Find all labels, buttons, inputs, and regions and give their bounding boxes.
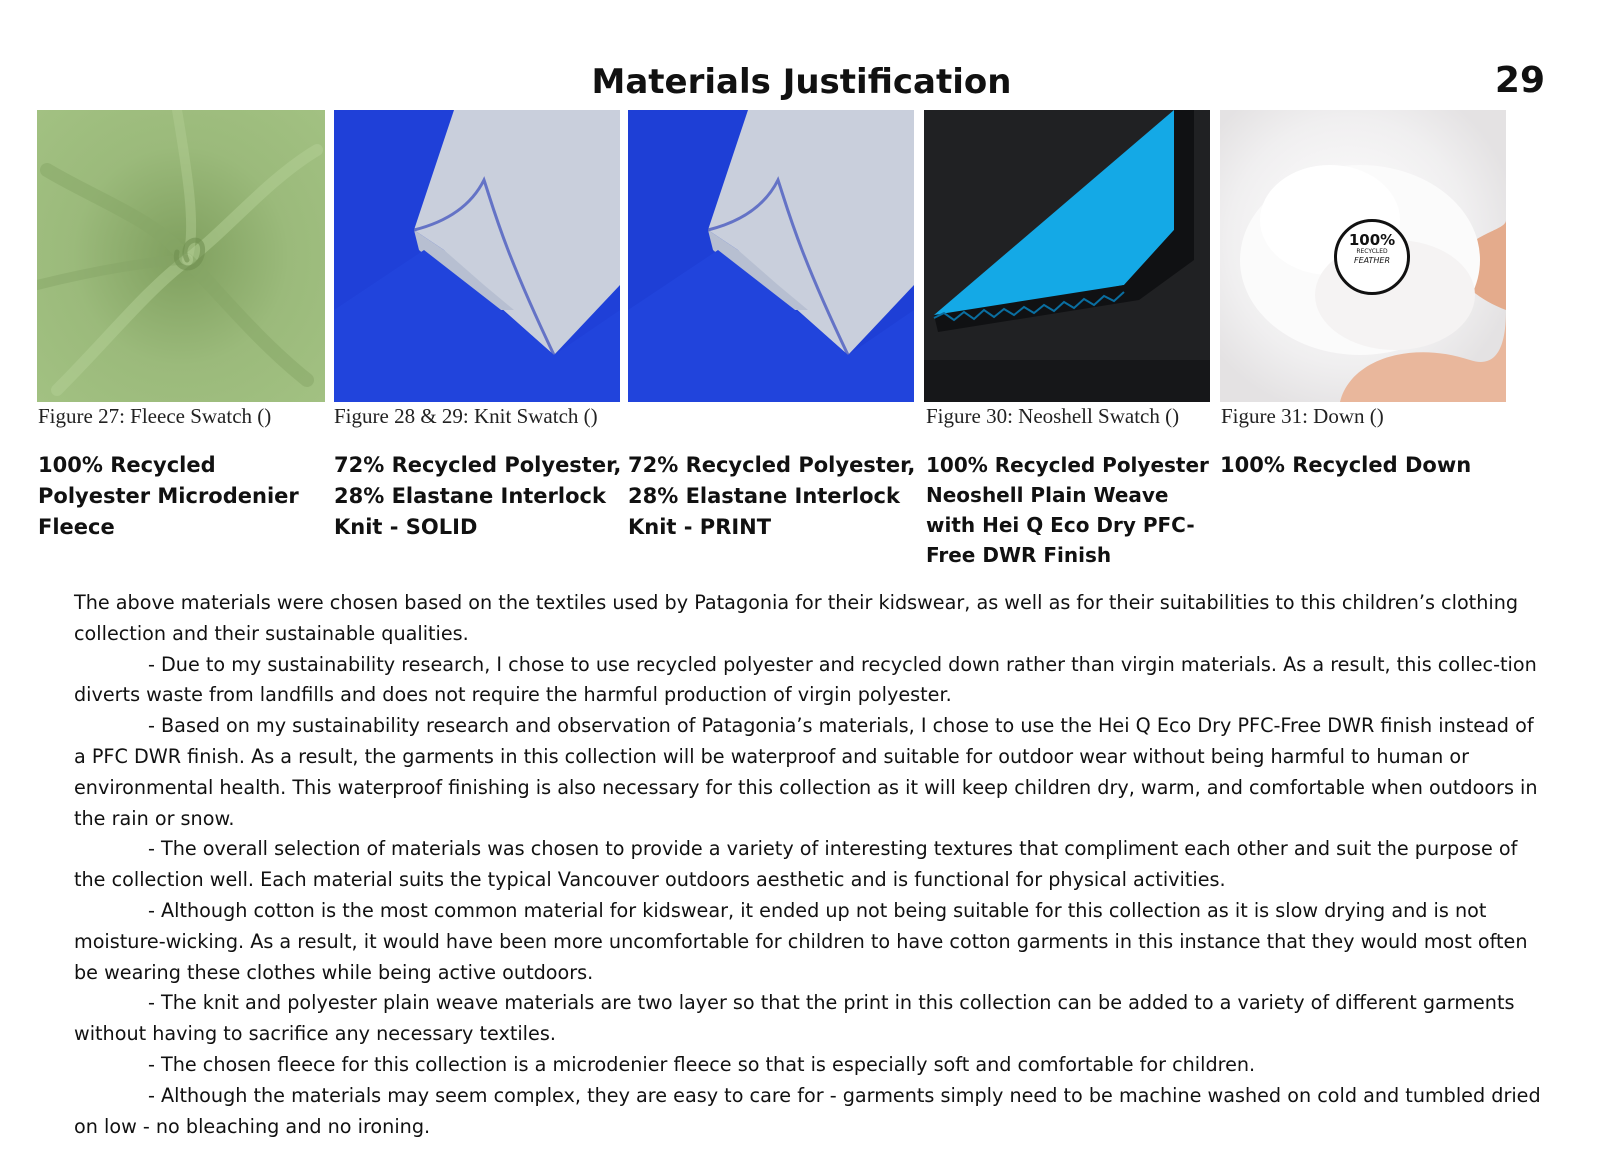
figure-caption-neoshell: Figure 30: Neoshell Swatch ()	[926, 404, 1180, 428]
material-label-knit-print: 72% Recycled Polyester, 28% Elastane Interlock Knit - PRINT	[628, 453, 916, 539]
page-title: Materials Justification	[591, 62, 1012, 102]
fleece-swatch-image	[37, 110, 325, 402]
recycled-feather-badge	[1334, 219, 1410, 295]
figure-caption-down: Figure 31: Down ()	[1221, 404, 1384, 428]
intro-paragraph: The above materials were chosen based on the textiles used by Patagonia for their kidswear, as well as for their suitabilities to this children’s clothing collection and their sustainable qualities.	[74, 591, 1519, 645]
justification-point: - The knit and polyester plain weave materials are two layer so that the print in this collection can be added to a variety of different garments without having to sacrifice any necessary textiles.	[74, 991, 1515, 1046]
page-number: 29	[1494, 60, 1545, 101]
material-label-neoshell: 100% Recycled Polyester Neoshell Plain Weave with Hei Q Eco Dry PFC-Free DWR Finish	[926, 453, 1209, 567]
justification-body	[74, 588, 1544, 1142]
neoshell-swatch-image	[924, 110, 1210, 402]
material-label-down: 100% Recycled Down	[1220, 453, 1472, 477]
knit-swatch-image	[628, 110, 914, 402]
material-label-fleece: 100% Recycled Polyester Microdenier Fleece	[38, 453, 299, 539]
justification-point: - Due to my sustainability research, I chose to use recycled polyester and recycled down rather than virgin materials. As a result, this collec-tion diverts waste from landfills and does not require the harmful production of virgin polyester.	[74, 652, 1537, 707]
material-label-knit-solid: 72% Recycled Polyester, 28% Elastane Interlock Knit - SOLID	[334, 453, 622, 539]
justification-point: - Although cotton is the most common material for kidswear, it ended up not being suitable for this collection as it is slow drying and is not moisture-wicking. As a result, it would have been more uncomfortable for children to have cotton garments in this instance that they would most often be wearing these clothes while being active outdoors.	[74, 898, 1528, 984]
badge-percent: 100%	[1348, 231, 1396, 249]
figure-caption-fleece: Figure 27: Fleece Swatch ()	[38, 404, 272, 428]
figure-caption-knit: Figure 28 & 29: Knit Swatch ()	[334, 404, 598, 428]
badge-recycled: RECYCLED	[1356, 248, 1388, 255]
justification-point: - The chosen fleece for this collection is a microdenier fleece so that is especially soft and comfortable for children.	[148, 1052, 1256, 1076]
badge-feather: FEATHER	[1353, 256, 1391, 265]
knit-swatch-image	[334, 110, 620, 402]
justification-point: - Although the materials may seem complex, they are easy to care for - garments simply need to be machine washed on cold and tumbled dried on low - no bleaching and no ironing.	[74, 1083, 1541, 1138]
justification-point: - Based on my sustainability research and observation of Patagonia’s materials, I chose to use the Hei Q Eco Dry PFC-Free DWR finish instead of a PFC DWR finish. As a result, the garments in this collection will be waterproof and suitable for outdoor wear without being harmful to human or environmental health. This waterproof finishing is also necessary for this collection as it will keep children dry, warm, and comfortable when outdoors in the rain or snow.	[74, 714, 1538, 830]
justification-point: - The overall selection of materials was chosen to provide a variety of interesting textures that compliment each other and suit the purpose of the collection well. Each material suits the typical Vancouver outdoors aesthetic and is functional for physical activities.	[74, 837, 1518, 892]
